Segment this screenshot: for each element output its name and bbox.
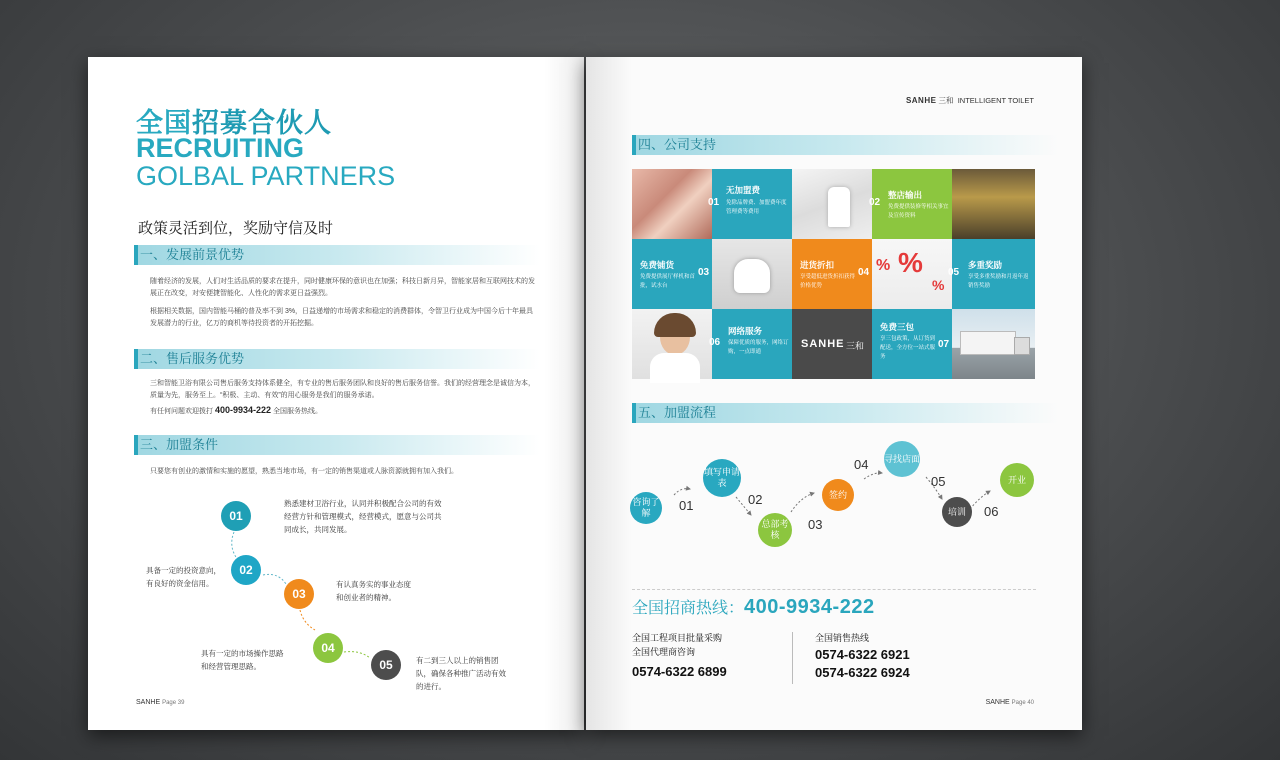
sales-phone-1: 0574-6322 6921 xyxy=(815,647,910,662)
paragraph: 只要您有创业的激情和实施的愿望，熟悉当地市场，有一定的销售渠道或人脉资源就拥有加入我们。 xyxy=(150,468,458,475)
condition-circle-02: 02 xyxy=(231,555,261,585)
flow-num-05: 05 xyxy=(931,474,946,489)
right-page xyxy=(586,57,1082,730)
paragraph: 三和智能卫浴有限公司售后服务支持体系健全，有专业的售后服务团队和良好的售后服务信誉。我们的经营理念是诚信为本，质量为先，服务至上。“积极、主动、有效”的用心服务是我们的服务承诺。 xyxy=(150,380,535,399)
paragraph: 随着经济的发展，人们对生活品质的要求在提升，同时健康环保的意识也在加强；科技日新月异，智能家居和互联网技术的发展正在改变，对安便捷智能化、人性化的需求更日益强烈。 xyxy=(150,278,535,297)
condition-text-02: 具备一定的投资意向，有良好的资金信用。 xyxy=(146,566,221,588)
flow-num-01: 01 xyxy=(679,498,694,513)
flow-num-04: 04 xyxy=(854,457,869,472)
left-footer: SANHE Page 39 xyxy=(136,699,185,706)
support-cell-04: 04 进货折扣 享受超低进货折扣获得价格优势 xyxy=(792,239,872,309)
flow-step-training: 培训 xyxy=(942,497,972,527)
contact-project-label: 全国工程项目批量采购 xyxy=(632,633,723,643)
condition-circle-01: 01 xyxy=(221,501,251,531)
title-en-line1: RECRUITING xyxy=(136,133,304,163)
contact-agent-label: 全国代理商咨询 xyxy=(632,647,696,657)
support-cell-01: 01 无加盟费 免除品牌费、加盟费年度管理费等费用 xyxy=(712,169,792,239)
flow-step-review: 总部考核 xyxy=(758,513,792,547)
section-heading-prospects: 一、发展前景优势 xyxy=(134,245,540,265)
section-heading-process: 五、加盟流程 xyxy=(632,403,1058,423)
section-heading-service: 二、售后服务优势 xyxy=(134,349,540,369)
condition-circle-03: 03 xyxy=(284,579,314,609)
header-brand: SANHE 三和 INTELLIGENT TOILET xyxy=(905,96,1034,105)
left-page xyxy=(88,57,584,730)
support-cell-07: 07 免费三包 享三包政策，从订货到配送，全方位一站式服务 xyxy=(872,309,952,379)
condition-text-03: 有认真务实的事业态度和创业者的精神。 xyxy=(336,580,411,602)
investment-hotline: 全国招商热线：400-9934-222 xyxy=(632,596,875,618)
flow-step-open: 开业 xyxy=(1000,463,1034,497)
condition-text-05: 有二到三人以上的销售团队，确保各种推广活动有效的进行。 xyxy=(416,656,506,691)
condition-connectors xyxy=(88,57,584,730)
condition-circle-05: 05 xyxy=(371,650,401,680)
flow-connectors xyxy=(586,57,1082,730)
sales-hotline-label: 全国销售热线 xyxy=(815,633,870,643)
photo-discount: % % % xyxy=(872,239,952,309)
flow-num-06: 06 xyxy=(984,504,999,519)
sales-phone-2: 0574-6322 6924 xyxy=(815,665,910,680)
condition-circle-04: 04 xyxy=(313,633,343,663)
title-en-line2: GOLBAL PARTNERS xyxy=(136,161,396,191)
flow-step-apply: 填写申请表 xyxy=(703,459,741,497)
service-hotline: 有任何问题欢迎拨打 400-9934-222 全国服务热线。 xyxy=(150,405,322,415)
support-cell-06: 06 网络服务 保障优质的服务，网络订购，一点即通 xyxy=(712,309,792,379)
right-footer: SANHE Page 40 xyxy=(985,699,1034,706)
flow-num-02: 02 xyxy=(748,492,763,507)
condition-text-01: 熟悉建材卫浴行业，认同并积极配合公司的有效经营方针和管理模式，经营模式，愿意与公司共同成长，共同发展。 xyxy=(284,499,442,534)
support-cell-02: 02 整店输出 免费提供装修等相关事宜及宣传资料 xyxy=(872,169,952,239)
flow-step-store: 寻找店面 xyxy=(884,441,920,477)
section-heading-conditions: 三、加盟条件 xyxy=(134,435,540,455)
support-cell-05: 05 多重奖励 享受多重奖励和月返年返销售奖励 xyxy=(952,239,1035,309)
support-cell-03: 03 免费铺货 免费提供展厅样机和首批，试水台 xyxy=(632,239,712,309)
flow-step-consult: 咨询了解 xyxy=(630,492,662,524)
flow-num-03: 03 xyxy=(808,517,823,532)
center-logo-cell: SANHE 三和 xyxy=(792,309,872,379)
slogan: 政策灵活到位，奖励守信及时 xyxy=(138,220,334,237)
section-heading-support: 四、公司支持 xyxy=(632,135,1058,155)
flow-step-sign: 签约 xyxy=(822,479,854,511)
title-cn: 全国招募合伙人 xyxy=(136,108,332,138)
paragraph: 根据相关数据，国内智能马桶的普及率不到 3%，日益递增的市场需求和稳定的消费群体，令智卫行业成为中国今后十年最具发展潜力的行业，亿万的商机等待投资者的开拓挖掘。 xyxy=(150,308,534,327)
condition-text-04: 具有一定的市场操作思路和经营管理思路。 xyxy=(201,649,284,671)
contact-left-phone: 0574-6322 6899 xyxy=(632,664,727,679)
